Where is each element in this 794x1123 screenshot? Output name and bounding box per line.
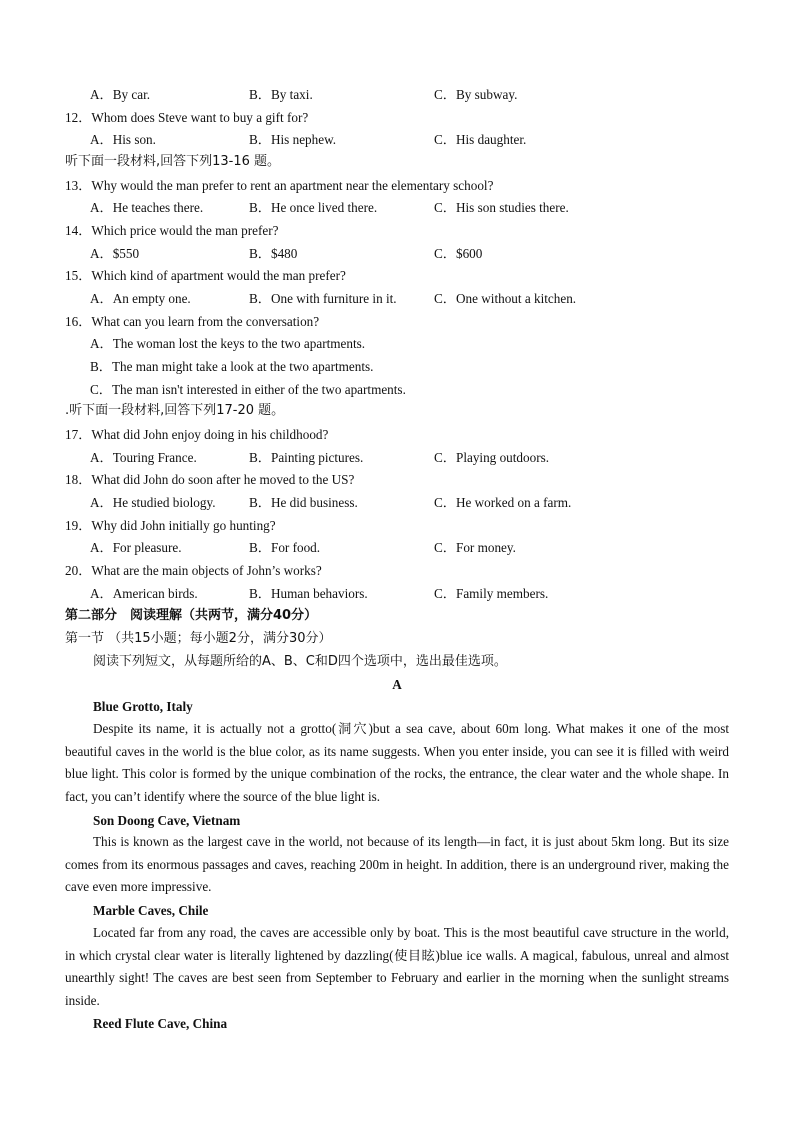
q11-option-b: B．By taxi.: [249, 87, 313, 102]
cave-title-marble-caves: Marble Caves, Chile: [93, 903, 209, 918]
q19-option-b: B．For food.: [249, 540, 321, 555]
q13-option-b: B．He once lived there.: [249, 200, 378, 215]
q12-option-b: B．His nephew.: [249, 132, 337, 147]
cave-title-son-doong: Son Doong Cave, Vietnam: [93, 813, 241, 828]
q11-option-c: C．By subway.: [434, 87, 518, 102]
passage-label: A: [392, 677, 402, 692]
q17-option-a: A．Touring France.: [90, 450, 197, 465]
q14-stem: 14．Which price would the man prefer?: [65, 223, 279, 238]
q20-option-c: C．Family members.: [434, 586, 549, 601]
section-one-title: 第一节 （共15小题；每小题2分，满分30分）: [65, 631, 332, 646]
q18-option-a: A．He studied biology.: [90, 495, 216, 510]
q20-option-a: A．American birds.: [90, 586, 198, 601]
reading-instruction: 阅读下列短文，从每题所给的A、B、C和D四个选项中，选出最佳选项。: [93, 654, 507, 669]
q16-stem: 16．What can you learn from the conversation?: [65, 314, 320, 329]
instruction-13-16: 听下面一段材料,回答下列13-16 题。: [65, 154, 281, 169]
q14-option-b: B．$480: [249, 246, 298, 261]
q13-option-c: C．His son studies there.: [434, 200, 569, 215]
q15-option-a: A．An empty one.: [90, 291, 191, 306]
q12-option-a: A．His son.: [90, 132, 156, 147]
cave-text-blue-grotto: Despite its name, it is actually not a grotto(洞穴)but a sea cave, about 60m long. What makes it one of the most beautiful caves in the world is the blue color, as its name suggests. When you enter inside, you can see it is filled with weird blue light. This color is formed by the unique combination of the rocks, the entrance, the clear water and the whole shape. In fact, you can’t identify where the source of the blue light is.: [65, 721, 729, 805]
q20-option-b: B．Human behaviors.: [249, 586, 368, 601]
q16-option-a: A．The woman lost the keys to the two apartments.: [90, 336, 366, 351]
instruction-17-20: .听下面一段材料,回答下列17-20 题。: [65, 403, 285, 418]
q15-stem: 15．Which kind of apartment would the man prefer?: [65, 268, 346, 283]
q15-option-b: B．One with furniture in it.: [249, 291, 397, 306]
q11-option-a: A．By car.: [90, 87, 151, 102]
cave-text-son-doong: This is known as the largest cave in the world, not because of its length—in fact, it is just about 5km long. But its size comes from its enormous passages and caves, reaching 200m in height. In addition, there is an underground river, making the cave even more impressive.: [65, 834, 729, 895]
q13-option-a: A．He teaches there.: [90, 200, 204, 215]
q12-stem: 12．Whom does Steve want to buy a gift for?: [65, 110, 309, 125]
q15-option-c: C．One without a kitchen.: [434, 291, 577, 306]
q18-stem: 18．What did John do soon after he moved to the US?: [65, 472, 355, 487]
q19-stem: 19．Why did John initially go hunting?: [65, 518, 276, 533]
cave-text-marble-caves: Located far from any road, the caves are accessible only by boat. This is the most beautiful cave structure in the world, in which crystal clear water is literally lightened by dazzling(使目眩)blue ice walls. A magical, fabulous, unreal and almost unearthly sight! The caves are best seen from September to February and earlier in the morning when the sunlight streams inside.: [65, 925, 729, 1009]
q19-option-c: C．For money.: [434, 540, 516, 555]
q17-option-c: C．Playing outdoors.: [434, 450, 550, 465]
q17-stem: 17．What did John enjoy doing in his childhood?: [65, 427, 329, 442]
q16-option-c: C．The man isn't interested in either of the two apartments.: [90, 382, 406, 397]
q19-option-a: A．For pleasure.: [90, 540, 182, 555]
q18-option-c: C．He worked on a farm.: [434, 495, 572, 510]
q14-option-c: C．$600: [434, 246, 483, 261]
q13-stem: 13．Why would the man prefer to rent an apartment near the elementary school?: [65, 178, 494, 193]
cave-title-reed-flute: Reed Flute Cave, China: [93, 1016, 228, 1031]
q14-option-a: A．$550: [90, 246, 140, 261]
q12-option-c: C．His daughter.: [434, 132, 527, 147]
q17-option-b: B．Painting pictures.: [249, 450, 364, 465]
cave-title-blue-grotto: Blue Grotto, Italy: [93, 699, 193, 714]
q16-option-b: B．The man might take a look at the two apartments.: [90, 359, 374, 374]
q20-stem: 20．What are the main objects of John’s works?: [65, 563, 322, 578]
q18-option-b: B．He did business.: [249, 495, 358, 510]
part-two-title: 第二部分 阅读理解（共两节，满分40分）: [65, 608, 318, 623]
